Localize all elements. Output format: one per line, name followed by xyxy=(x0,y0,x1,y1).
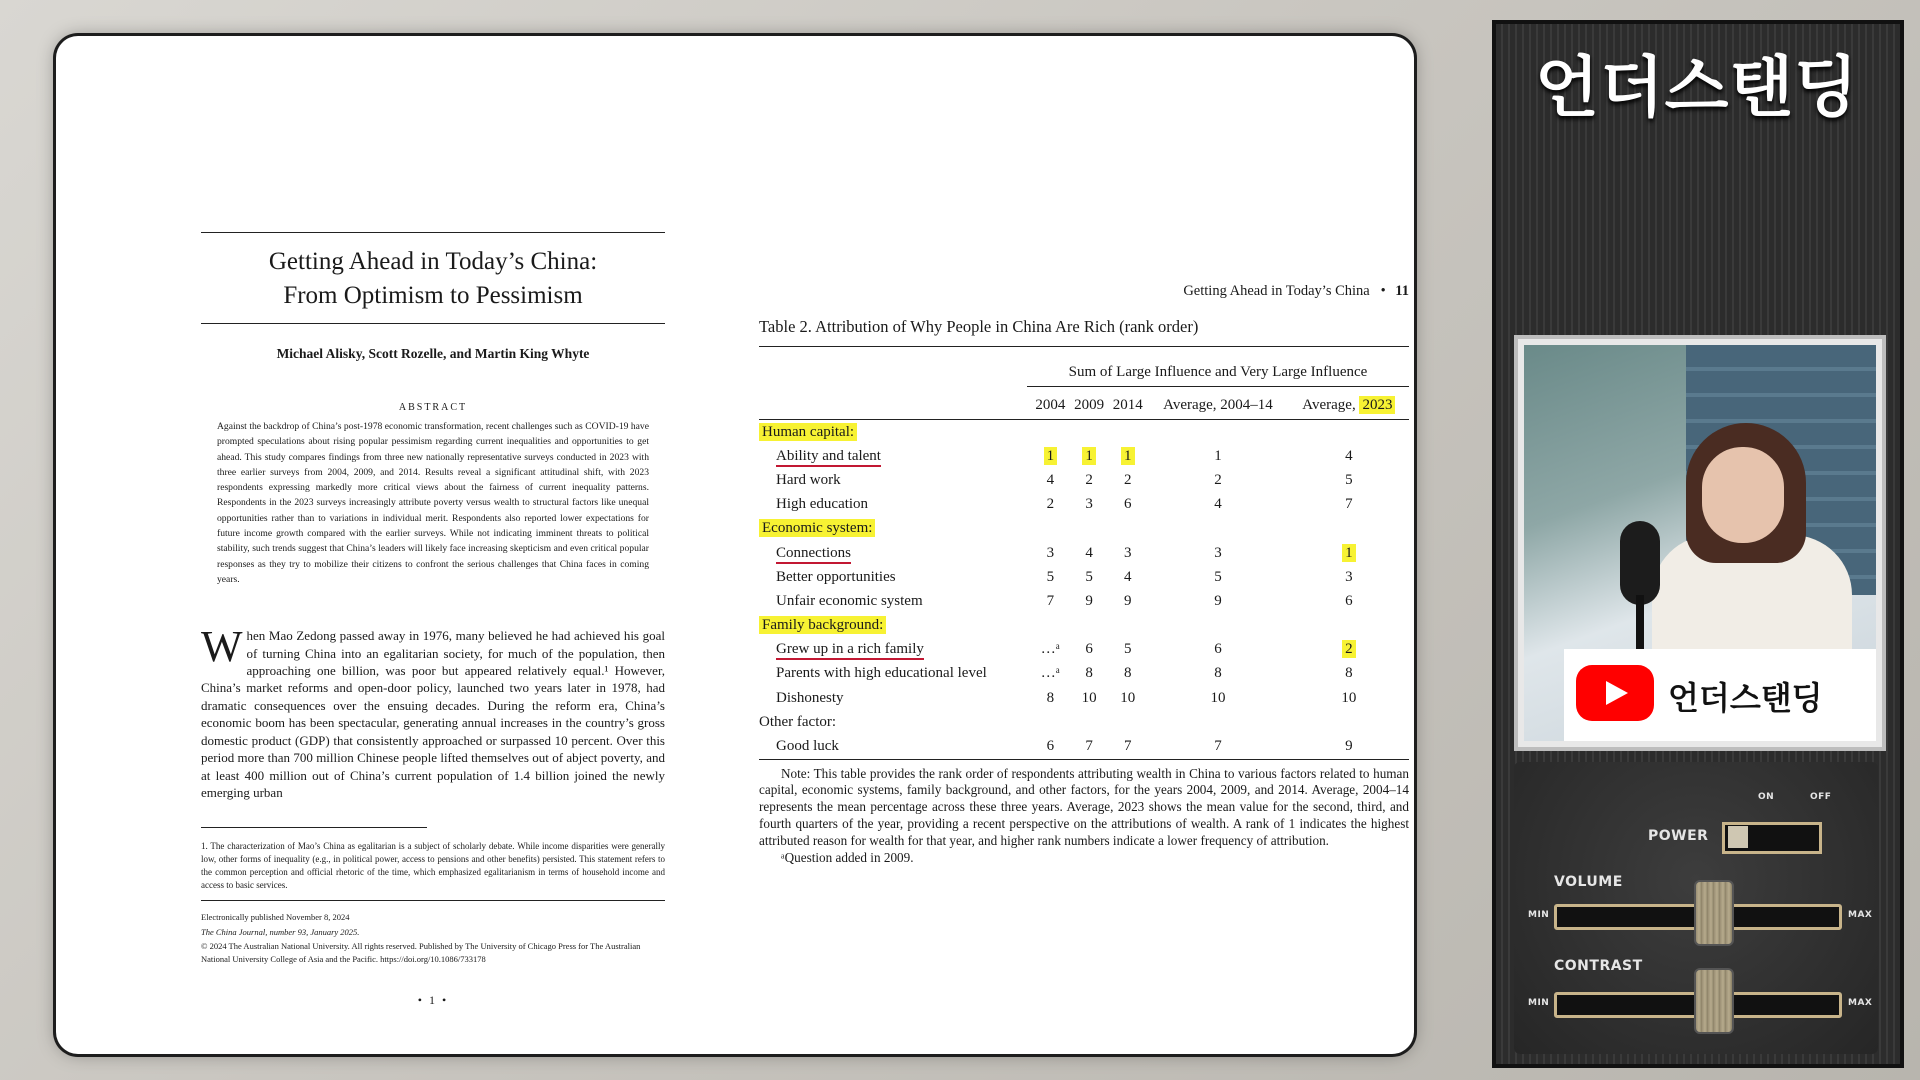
header-avg-2004-14: Average, 2004–14 xyxy=(1163,397,1273,413)
table-cell: 6 xyxy=(1085,641,1093,658)
presenter-face xyxy=(1702,447,1784,543)
table-cell: 2 xyxy=(1214,471,1222,488)
table-cell: 3 xyxy=(1124,544,1132,561)
table-cell: 3 xyxy=(1046,544,1055,561)
table-cell: 5 xyxy=(1214,568,1222,585)
row-label: Parents with high educational level xyxy=(776,665,987,682)
table-cell: 8 xyxy=(1214,665,1222,682)
article-title-line2: From Optimism to Pessimism xyxy=(283,282,583,309)
body-paragraph xyxy=(201,622,665,801)
header-2009: 2009 xyxy=(1074,397,1105,413)
table-row xyxy=(759,734,1409,759)
table-cell: 5 xyxy=(1046,568,1055,585)
abstract-heading: ABSTRACT xyxy=(398,402,468,413)
journal-citation: The China Journal, number 93, January 2025. xyxy=(201,926,360,937)
table-cell: 2 xyxy=(1085,471,1093,488)
table-cell: 3 xyxy=(1085,496,1093,513)
table-row xyxy=(759,468,1409,492)
header-avg-2023: Average, 2023 xyxy=(1289,393,1409,420)
abstract-text: Against the backdrop of China’s post-1978 economic transformation, recent challenges such as COVID-19 have prompted speculations about rising popular pessimism regarding current inequalities and opportunities to get ahead. This study compares findings from three new nationally representative surveys conducted in 2023 with three earlier surveys from 2004, 2009, and 2014. Results reveal a significant attitudinal shift, with 2023 respondents expressing markedly more critical views about the fairness of current inequality patterns. Respondents in the 2023 surveys increasingly attribute poverty versus wealth to structural factors like unequal opportunities rather than to variations in individual merit. Respondents also reported lower expectations for future income growth compared with the earlier surveys. While not indicating imminent threats to political stability, such trends suggest that China’s leaders will likely face increasing skepticism and even critical popular responses as they try to mobilize their citizens to confront the serious challenges that China faces in coming years. xyxy=(217,421,649,585)
table-note-a: ᵃQuestion added in 2009. xyxy=(781,849,914,865)
volume-min-label: MIN xyxy=(1528,910,1550,920)
copyright-line: © 2024 The Australian National University. All rights reserved. Published by The University of Chicago Press for The Australian National University College of Asia and the Pacific. https://doi.org/10.1086/733178 xyxy=(201,941,641,964)
section-label: Human capital: xyxy=(759,420,1409,445)
table-cell: 7 xyxy=(1046,592,1055,609)
header-2004: 2004 xyxy=(1035,397,1066,413)
microphone-icon xyxy=(1620,521,1660,605)
row-label: Ability and talent xyxy=(759,444,1031,468)
row-label: Unfair economic system xyxy=(776,592,923,609)
section-row xyxy=(759,710,1409,734)
table-supra-header: Sum of Large Influence and Very Large Influence xyxy=(1027,364,1409,387)
contrast-label: CONTRAST xyxy=(1554,958,1643,974)
table-cell: 7 xyxy=(1124,738,1132,755)
table-cell: 6 xyxy=(1124,496,1132,513)
section-row xyxy=(759,614,1409,638)
table-cell: 1 xyxy=(1108,444,1147,468)
table-cell: 6 xyxy=(1345,592,1353,609)
row-label: High education xyxy=(776,496,869,513)
right-page-number: 11 xyxy=(1395,283,1409,299)
left-page-number: • 1 • xyxy=(417,993,449,1008)
power-switch-knob[interactable] xyxy=(1728,826,1748,848)
contrast-slider-knob[interactable] xyxy=(1694,968,1734,1034)
table-row xyxy=(759,662,1409,686)
section-label: Economic system: xyxy=(759,517,1409,541)
table-cell: 1 xyxy=(1214,447,1222,464)
footnote-rule xyxy=(201,827,427,828)
table-title: Table 2. Attribution of Why People in China Are Rich (rank order) xyxy=(759,317,1409,347)
volume-slider-knob[interactable] xyxy=(1694,880,1734,946)
play-icon xyxy=(1606,681,1628,705)
table-cell: 9 xyxy=(1124,592,1132,609)
table-cell: 5 xyxy=(1345,471,1353,488)
table-body xyxy=(759,420,1409,760)
table-cell: 2 xyxy=(1124,471,1132,488)
table-cell: 6 xyxy=(1046,738,1055,755)
table-cell: 10 xyxy=(1210,689,1226,706)
row-label: Connections xyxy=(759,541,1031,565)
table-note: Note: This table provides the rank order of respondents attributing wealth in China to various factors related to human capital, economic systems, family background, and other factors, for the years 2004, 2009, and 2014. Average, 2004–14 represents the mean percentage across these three years. Average, 2023 shows the mean value for the second, third, and fourth quarters of the year, providing a recent perspective on the attributions of wealth. A rank of 1 indicates the highest attributed reason for wealth for that year, and higher rank numbers indicate a lower frequency of attribution. xyxy=(759,765,1409,848)
table-cell: …ᵃ xyxy=(1040,641,1060,658)
right-page xyxy=(759,283,1409,866)
running-head-title: Getting Ahead in Today’s China xyxy=(1183,283,1370,299)
table-cell: 8 xyxy=(1046,689,1055,706)
section-label: Family background: xyxy=(759,614,1409,638)
drop-cap: W xyxy=(201,622,243,672)
table-row xyxy=(759,444,1409,468)
table-cell: 9 xyxy=(1214,592,1222,609)
power-label: POWER xyxy=(1648,828,1709,844)
table-cell: 1 xyxy=(1031,444,1070,468)
article-title-line1: Getting Ahead in Today’s China: xyxy=(268,248,598,275)
footnote-1: 1. The characterization of Mao’s China as egalitarian is a subject of scholarly debate. While income disparities were generally low, other forms of inequality (e.g., in political power, access to pensions and other benefits) persisted. This statement refers to the common perception and official rhetoric of the time, which emphasized egalitarianism in terms of household income and access to basic services. xyxy=(201,841,665,891)
table-cell: 10 xyxy=(1341,689,1357,706)
table-cell: 10 xyxy=(1120,689,1136,706)
header-blank xyxy=(759,393,1031,420)
table-cell: 9 xyxy=(1345,738,1353,755)
body-text: hen Mao Zedong passed away in 1976, many believed he had achieved his goal of turning China into an egalitarian society, for much of the population, then approaching one billion, was poor but appeared relatively equal.¹ However, China’s market reforms and open-door policy, launched two years later in 1978, had dramatic consequences over the ensuing decades. During the reform era, China’s economic boom has been spectacular, generating annual increases in the country’s gross domestic product (GDP) that consistently approached or surpassed 10 percent. Over this period more than 700 million Chinese people lifted themselves out of abject poverty, and at least 400 million out of China’s current population of 1.4 billion joined the newly emerging urban xyxy=(201,628,665,800)
table-row xyxy=(759,541,1409,565)
rank-table xyxy=(759,393,1409,760)
table-cell: 3 xyxy=(1345,568,1353,585)
row-label: Good luck xyxy=(776,738,839,755)
row-label: Grew up in a rich family xyxy=(759,638,1031,662)
article-title xyxy=(201,233,665,323)
table-cell: 7 xyxy=(1085,738,1093,755)
running-head-bullet: • xyxy=(1380,283,1386,299)
table-cell: 2 xyxy=(1289,638,1409,662)
table-cell: 1 xyxy=(1289,541,1409,565)
table-cell: 3 xyxy=(1214,544,1222,561)
running-head xyxy=(759,283,1409,300)
table-cell: 9 xyxy=(1085,592,1093,609)
retro-control-panel xyxy=(1514,762,1878,1054)
table-cell: 4 xyxy=(1046,471,1055,488)
table-cell: …ᵃ xyxy=(1040,665,1060,682)
section-row xyxy=(759,517,1409,541)
table-row xyxy=(759,565,1409,589)
article-authors: Michael Alisky, Scott Rozelle, and Martin King Whyte xyxy=(276,346,590,361)
row-label: Dishonesty xyxy=(776,689,844,706)
table-cell: 5 xyxy=(1085,568,1093,585)
table-cell: 2 xyxy=(1046,496,1055,513)
table-cell: 1 xyxy=(1070,444,1109,468)
contrast-min-label: MIN xyxy=(1528,998,1550,1008)
webcam-frame xyxy=(1514,335,1886,751)
volume-max-label: MAX xyxy=(1848,910,1873,920)
title-bottom-rule xyxy=(201,323,665,324)
left-page xyxy=(201,232,665,1008)
publication-date: Electronically published November 8, 2024 xyxy=(201,900,665,924)
header-2014: 2014 xyxy=(1112,397,1143,413)
table-cell: 10 xyxy=(1081,689,1097,706)
table-cell: 8 xyxy=(1345,665,1353,682)
row-label: Hard work xyxy=(776,471,841,488)
off-label: OFF xyxy=(1810,792,1832,802)
youtube-channel-name: 언더스탠딩 xyxy=(1668,679,1823,717)
table-row xyxy=(759,638,1409,662)
table-cell: 5 xyxy=(1124,641,1132,658)
table-cell: 8 xyxy=(1124,665,1132,682)
contrast-max-label: MAX xyxy=(1848,998,1873,1008)
section-label: Other factor: xyxy=(759,713,837,730)
table-cell: 7 xyxy=(1345,496,1353,513)
table-cell: 4 xyxy=(1085,544,1093,561)
volume-label: VOLUME xyxy=(1554,874,1623,890)
table-cell: 6 xyxy=(1214,641,1222,658)
channel-brand: 언더스탠딩 xyxy=(1535,49,1859,126)
document-slide xyxy=(56,36,1414,1054)
table-cell: 7 xyxy=(1214,738,1222,755)
section-row xyxy=(759,420,1409,445)
table-cell: 4 xyxy=(1124,568,1132,585)
mic-stand xyxy=(1636,595,1644,655)
table-cell: 4 xyxy=(1345,447,1353,464)
table-row xyxy=(759,589,1409,613)
table-row xyxy=(759,493,1409,517)
table-header-row xyxy=(759,393,1409,420)
table-row xyxy=(759,686,1409,710)
table-cell: 8 xyxy=(1085,665,1093,682)
on-label: ON xyxy=(1758,792,1775,802)
row-label: Better opportunities xyxy=(776,568,896,585)
table-cell: 4 xyxy=(1214,496,1222,513)
